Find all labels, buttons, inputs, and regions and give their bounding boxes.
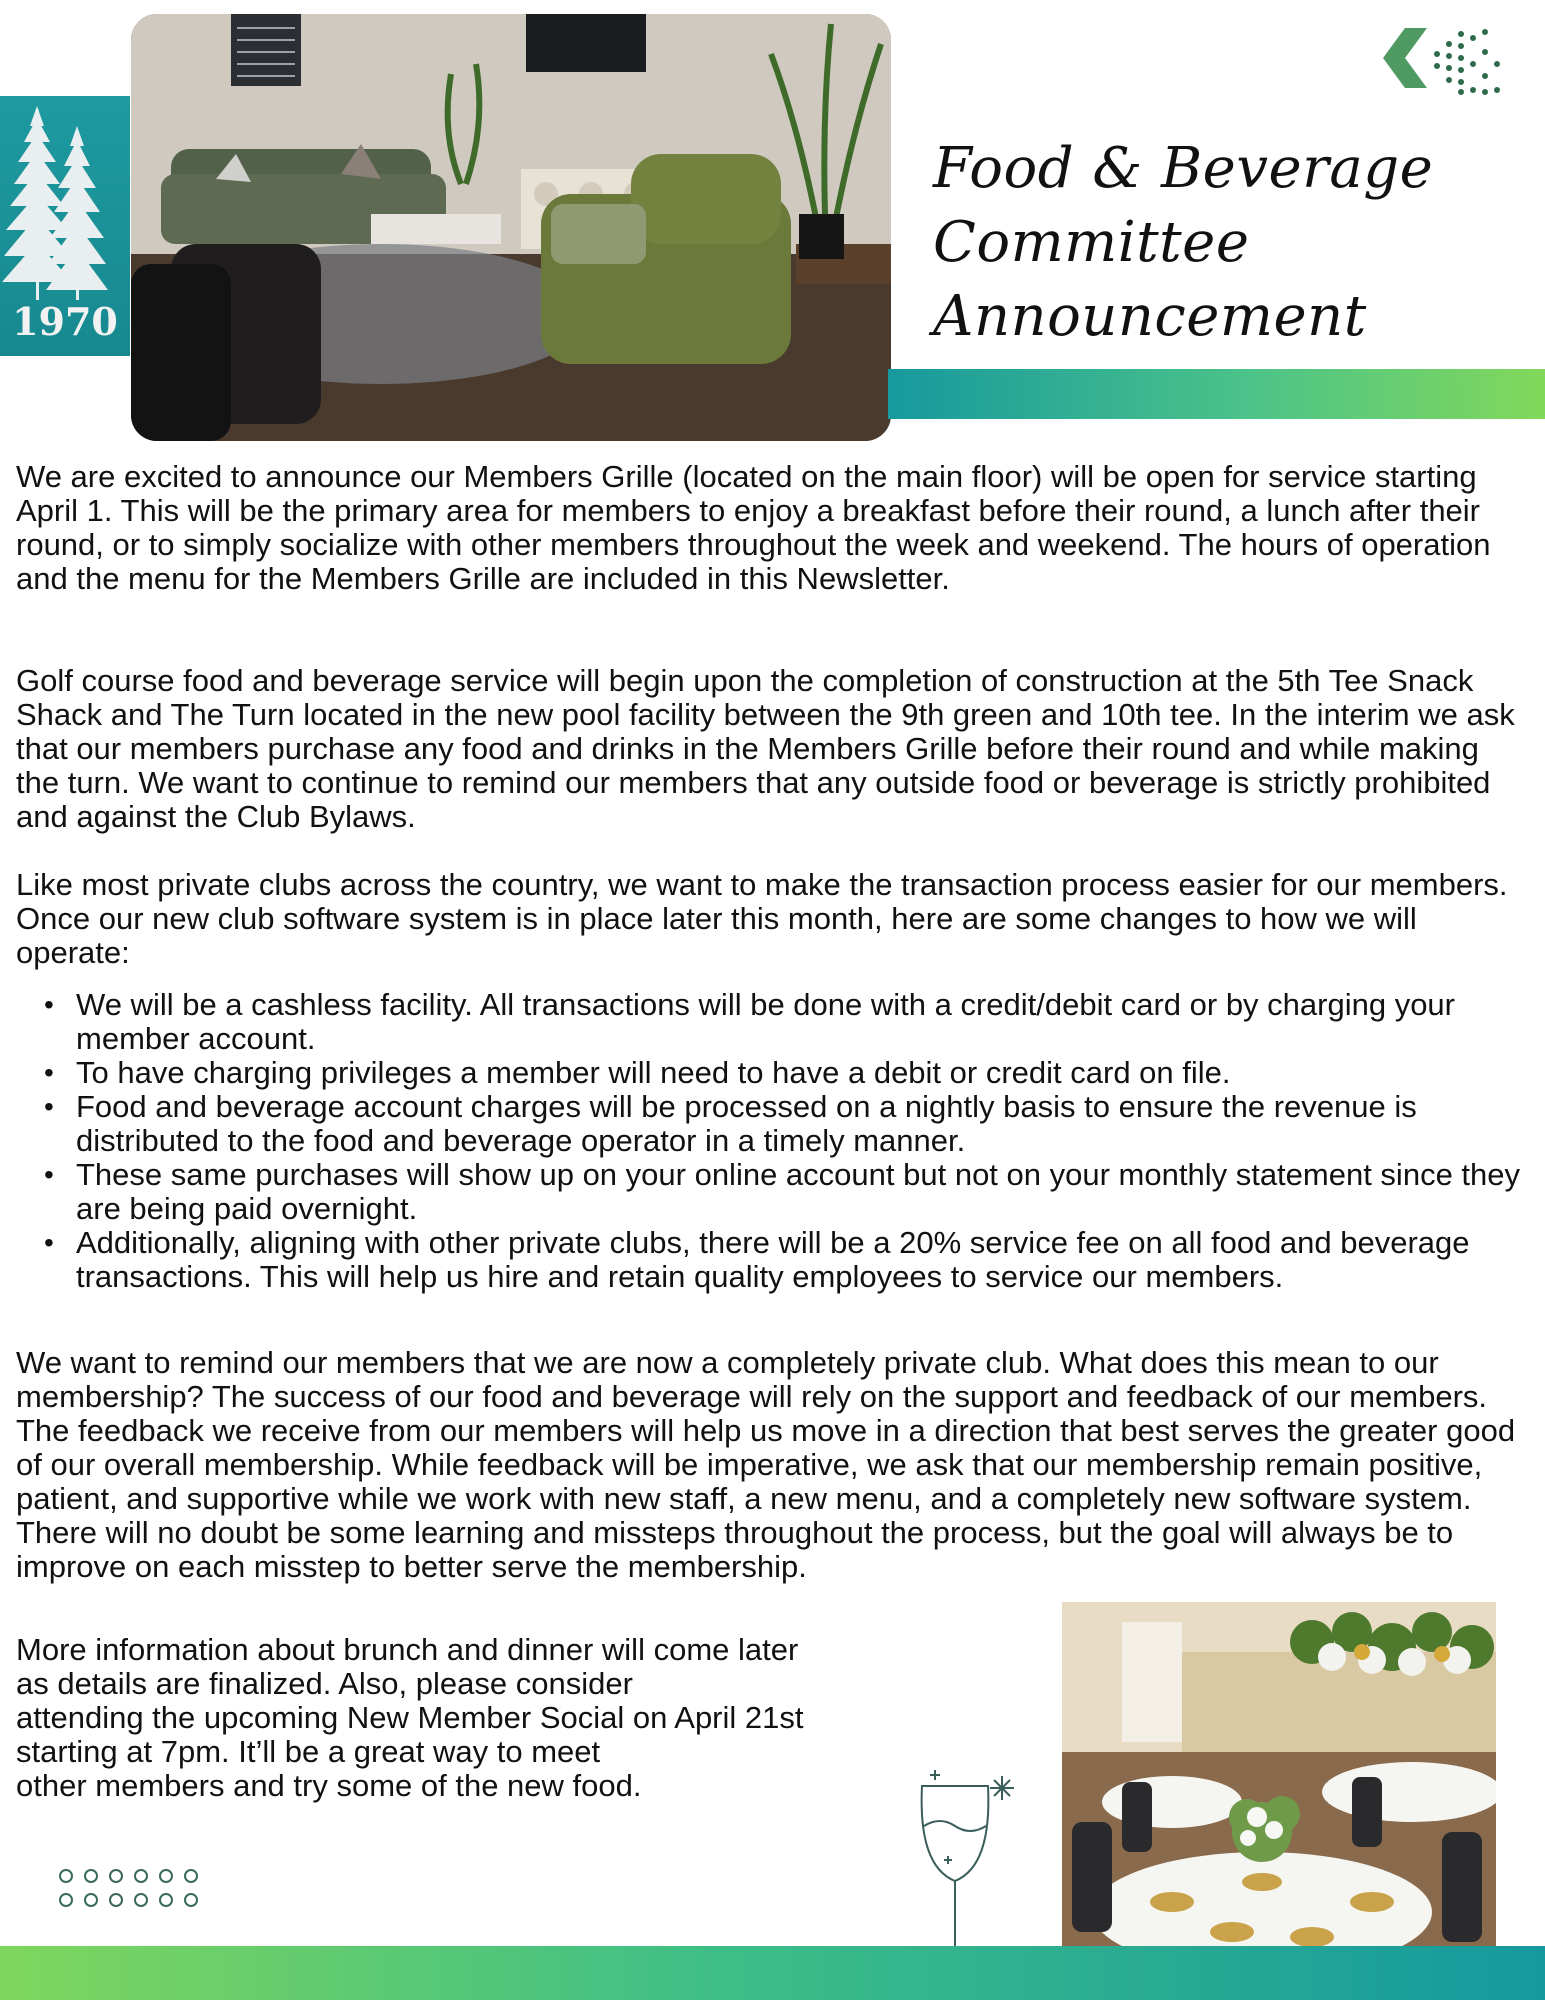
- paragraph-transaction-process: Like most private clubs across the country, we want to make the transaction process easier for our members. Once our new club software system is in place later this month, here are some changes to how we will operate:: [16, 867, 1508, 970]
- footer-accent-bar: [0, 1946, 1545, 2000]
- club-logo: [0, 96, 130, 356]
- paragraph-private-club: We want to remind our members that we are now a completely private club. What does this mean to our membership? The success of our food and beverage will rely on the support and feedback of our members. The feedback we receive from our members will help us move in a direction that best serves the greater good of our overall membership. While feedback will be imperative, we ask that our membership remain positive, patient, and supportive while we work with new staff, a new menu, and a completely new software system. There will no doubt be some learning and missteps throughout the process, but the goal will always be to improve on each misstep to better serve the membership.: [16, 1345, 1516, 1584]
- title-line: Announcement: [933, 284, 1367, 349]
- title-line: Committee: [933, 210, 1250, 275]
- event-room-photo: [1062, 1602, 1496, 1969]
- list-item: • Additionally, aligning with other private clubs, there will be a 20% service fee on all food and beverage transactions. This will help us hire and retain quality employees to service our members.: [16, 1226, 1526, 1294]
- closing-line: starting at 7pm. It’ll be a great way to meet: [16, 1734, 601, 1769]
- closing-line: as details are finalized. Also, please consider: [16, 1666, 633, 1701]
- wine-glass-icon: [910, 1756, 1020, 1956]
- changes-list: [16, 988, 1526, 1294]
- page-title: [933, 132, 1533, 354]
- list-item: • Food and beverage account charges will be processed on a nightly basis to ensure the revenue is distributed to the food and beverage operator in a timely manner.: [16, 1090, 1526, 1158]
- closing-line: attending the upcoming New Member Social on April 21st: [16, 1700, 804, 1735]
- list-item: • These same purchases will show up on your online account but not on your monthly statement since they are being paid overnight.: [16, 1158, 1526, 1226]
- closing-line: other members and try some of the new food.: [16, 1768, 642, 1803]
- pine-trees-icon: [0, 96, 130, 306]
- list-item: • We will be a cashless facility. All transactions will be done with a credit/debit card or by charging your member account.: [16, 988, 1526, 1056]
- paragraph-upcoming-events: [16, 1633, 976, 1803]
- logo-year: 1970: [12, 299, 118, 344]
- dots-pattern-icon: [58, 1866, 208, 1910]
- paragraph-members-grille: We are excited to announce our Members Grille (located on the main floor) will be open for service starting April 1. This will be the primary area for members to enjoy a breakfast before their round, a lunch after their round, or to simply socialize with other members throughout the week and weekend. The hours of operation and the menu for the Members Grille are included in this Newsletter.: [16, 459, 1491, 596]
- title-line: Food & Beverage: [933, 136, 1434, 201]
- arrow-dots-icon: [1375, 24, 1515, 99]
- closing-line: More information about brunch and dinner will come later: [16, 1632, 799, 1667]
- list-item: • To have charging privileges a member will need to have a debit or credit card on file.: [16, 1056, 1526, 1090]
- paragraph-golf-course-service: Golf course food and beverage service will begin upon the completion of construction at the 5th Tee Snack Shack and The Turn located in the new pool facility between the 9th green and 10th tee. In the interim we ask that our members purchase any food and drinks in the Members Grille before their round and while making the turn. We want to continue to remind our members that any outside food or beverage is strictly prohibited and against the Club Bylaws.: [16, 663, 1515, 834]
- lounge-photo: [131, 14, 891, 441]
- title-accent-bar: [888, 369, 1545, 419]
